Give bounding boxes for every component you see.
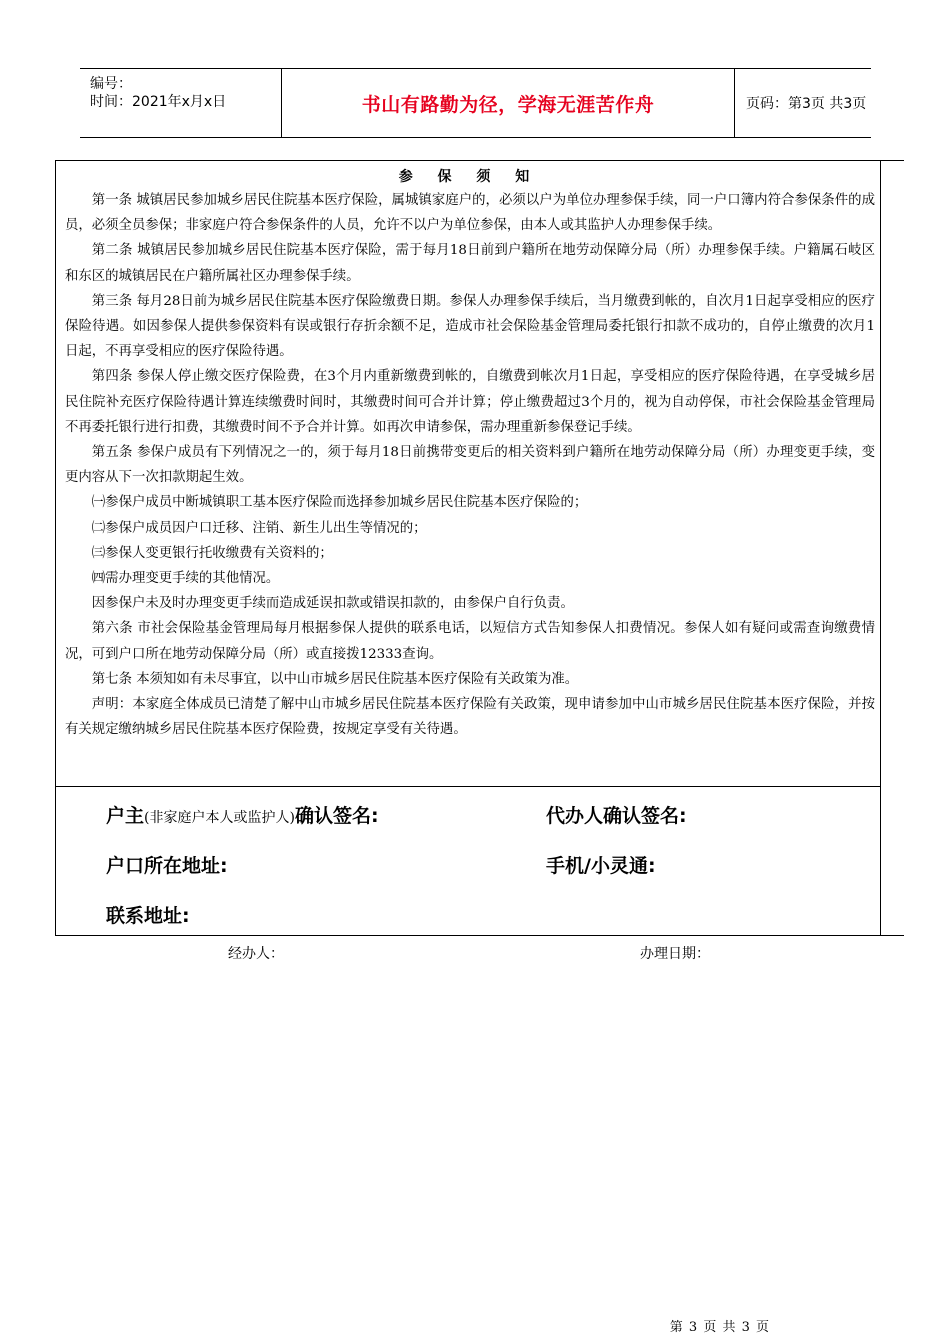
header-page-label: 页码：第3页 共3页 xyxy=(746,96,867,112)
contact-address-field[interactable]: 联系地址: xyxy=(106,905,190,927)
change-item-1: ㈠参保户成员中断城镇职工基本医疗保险而选择参加城乡居民住院基本医疗保险的； xyxy=(91,495,588,511)
table-edge-bottom xyxy=(880,935,904,936)
householder-signature-field[interactable] xyxy=(106,801,379,828)
householder-suffix: 确认签名: xyxy=(294,805,379,827)
page-number: 第 3 页 共 3 页 xyxy=(669,1320,770,1335)
change-item-3: ㈢参保人变更银行托收缴费有关资料的； xyxy=(91,545,333,561)
householder-prefix: 户主 xyxy=(106,805,145,827)
processing-date-label: 办理日期： xyxy=(640,946,710,962)
header-motto: 书山有路勤为径，学海无涯苦作舟 xyxy=(281,69,735,137)
change-responsibility: 因参保户未及时办理变更手续而造成延误扣款或错误扣款的，由参保户自行负责。 xyxy=(91,596,574,612)
notice-title: 参 保 须 知 xyxy=(398,169,540,185)
householder-note: (非家庭户本人或监护人) xyxy=(144,810,295,826)
notice-body xyxy=(65,188,875,742)
document-number-label: 编号： xyxy=(90,76,132,92)
change-item-4: ㈣需办理变更手续的其他情况。 xyxy=(91,571,280,587)
insurance-form xyxy=(55,160,881,936)
article-7: 第七条 本须知如有未尽事宜，以中山市城乡居民住院基本医疗保险有关政策为准。 xyxy=(91,671,579,687)
declaration: 声明：本家庭全体成员已清楚了解中山市城乡居民住院基本医疗保险有关政策，现申请参加中山市城乡居民住院基本医疗保险，并按有关规定缴纳城乡居民住院基本医疗保险费，按规定享受有关待遇。 xyxy=(65,697,875,738)
agent-signature-field[interactable]: 代办人确认签名: xyxy=(546,805,687,827)
handler-label: 经办人： xyxy=(228,946,284,962)
hukou-address-field[interactable]: 户口所在地址: xyxy=(106,855,228,877)
article-6: 第六条 市社会保险基金管理局每月根据参保人提供的联系电话，以短信方式告知参保人扣费情况。参保人如有疑问或需查询缴费情况，可到户口所在地劳动保障分局（所）或直接拨12333查询。 xyxy=(65,621,875,662)
article-1: 第一条 城镇居民参加城乡居民住院基本医疗保险，属城镇家庭户的，必须以户为单位办理参保手续，同一户口簿内符合参保条件的成员，必须全员参保；非家庭户符合参保条件的人员，允许不以户为单位参保，由本人或其监护人办理参保手续。 xyxy=(65,193,875,234)
header-meta xyxy=(80,69,280,137)
article-5: 第五条 参保户成员有下列情况之一的，须于每月18日前携带变更后的相关资料到户籍所在地劳动保障分局（所）办理变更手续，变更内容从下一次扣款期起生效。 xyxy=(65,445,875,486)
article-3: 第三条 每月28日前为城乡居民住院基本医疗保险缴费日期。参保人办理参保手续后，当月缴费到帐的，自次月1日起享受相应的医疗保险待遇。如因参保人提供参保资料有误或银行存折余额不足，造成市社会保险基金管理局委托银行扣款不成功的，自停止缴费的次月1日起，不再享受相应的医疗保险待遇。 xyxy=(65,293,875,360)
section-divider xyxy=(56,786,880,787)
document-time-label: 时间：2021年x月x日 xyxy=(90,94,227,110)
table-edge-top xyxy=(880,160,904,161)
change-item-2: ㈡参保户成员因户口迁移、注销、新生儿出生等情况的； xyxy=(91,520,427,536)
article-4: 第四条 参保人停止缴交医疗保险费，在3个月内重新缴费到帐的，自缴费到帐次月1日起，享受相应的医疗保险待遇，在享受城乡居民住院补充医疗保险待遇计算连续缴费时间时，其缴费时间可合并计算；停止缴费超过3个月的，视为自动停保，市社会保险基金管理局不再委托银行进行扣费，其缴费时间不予合并计算。如再次申请参保，需办理重新参保登记手续。 xyxy=(65,369,875,435)
phone-field[interactable]: 手机/小灵通: xyxy=(546,855,656,877)
page-header xyxy=(80,68,871,138)
article-2: 第二条 城镇居民参加城乡居民住院基本医疗保险，需于每月18日前到户籍所在地劳动保障分局（所）办理参保手续。户籍属石岐区和东区的城镇居民在户籍所属社区办理参保手续。 xyxy=(65,243,875,284)
